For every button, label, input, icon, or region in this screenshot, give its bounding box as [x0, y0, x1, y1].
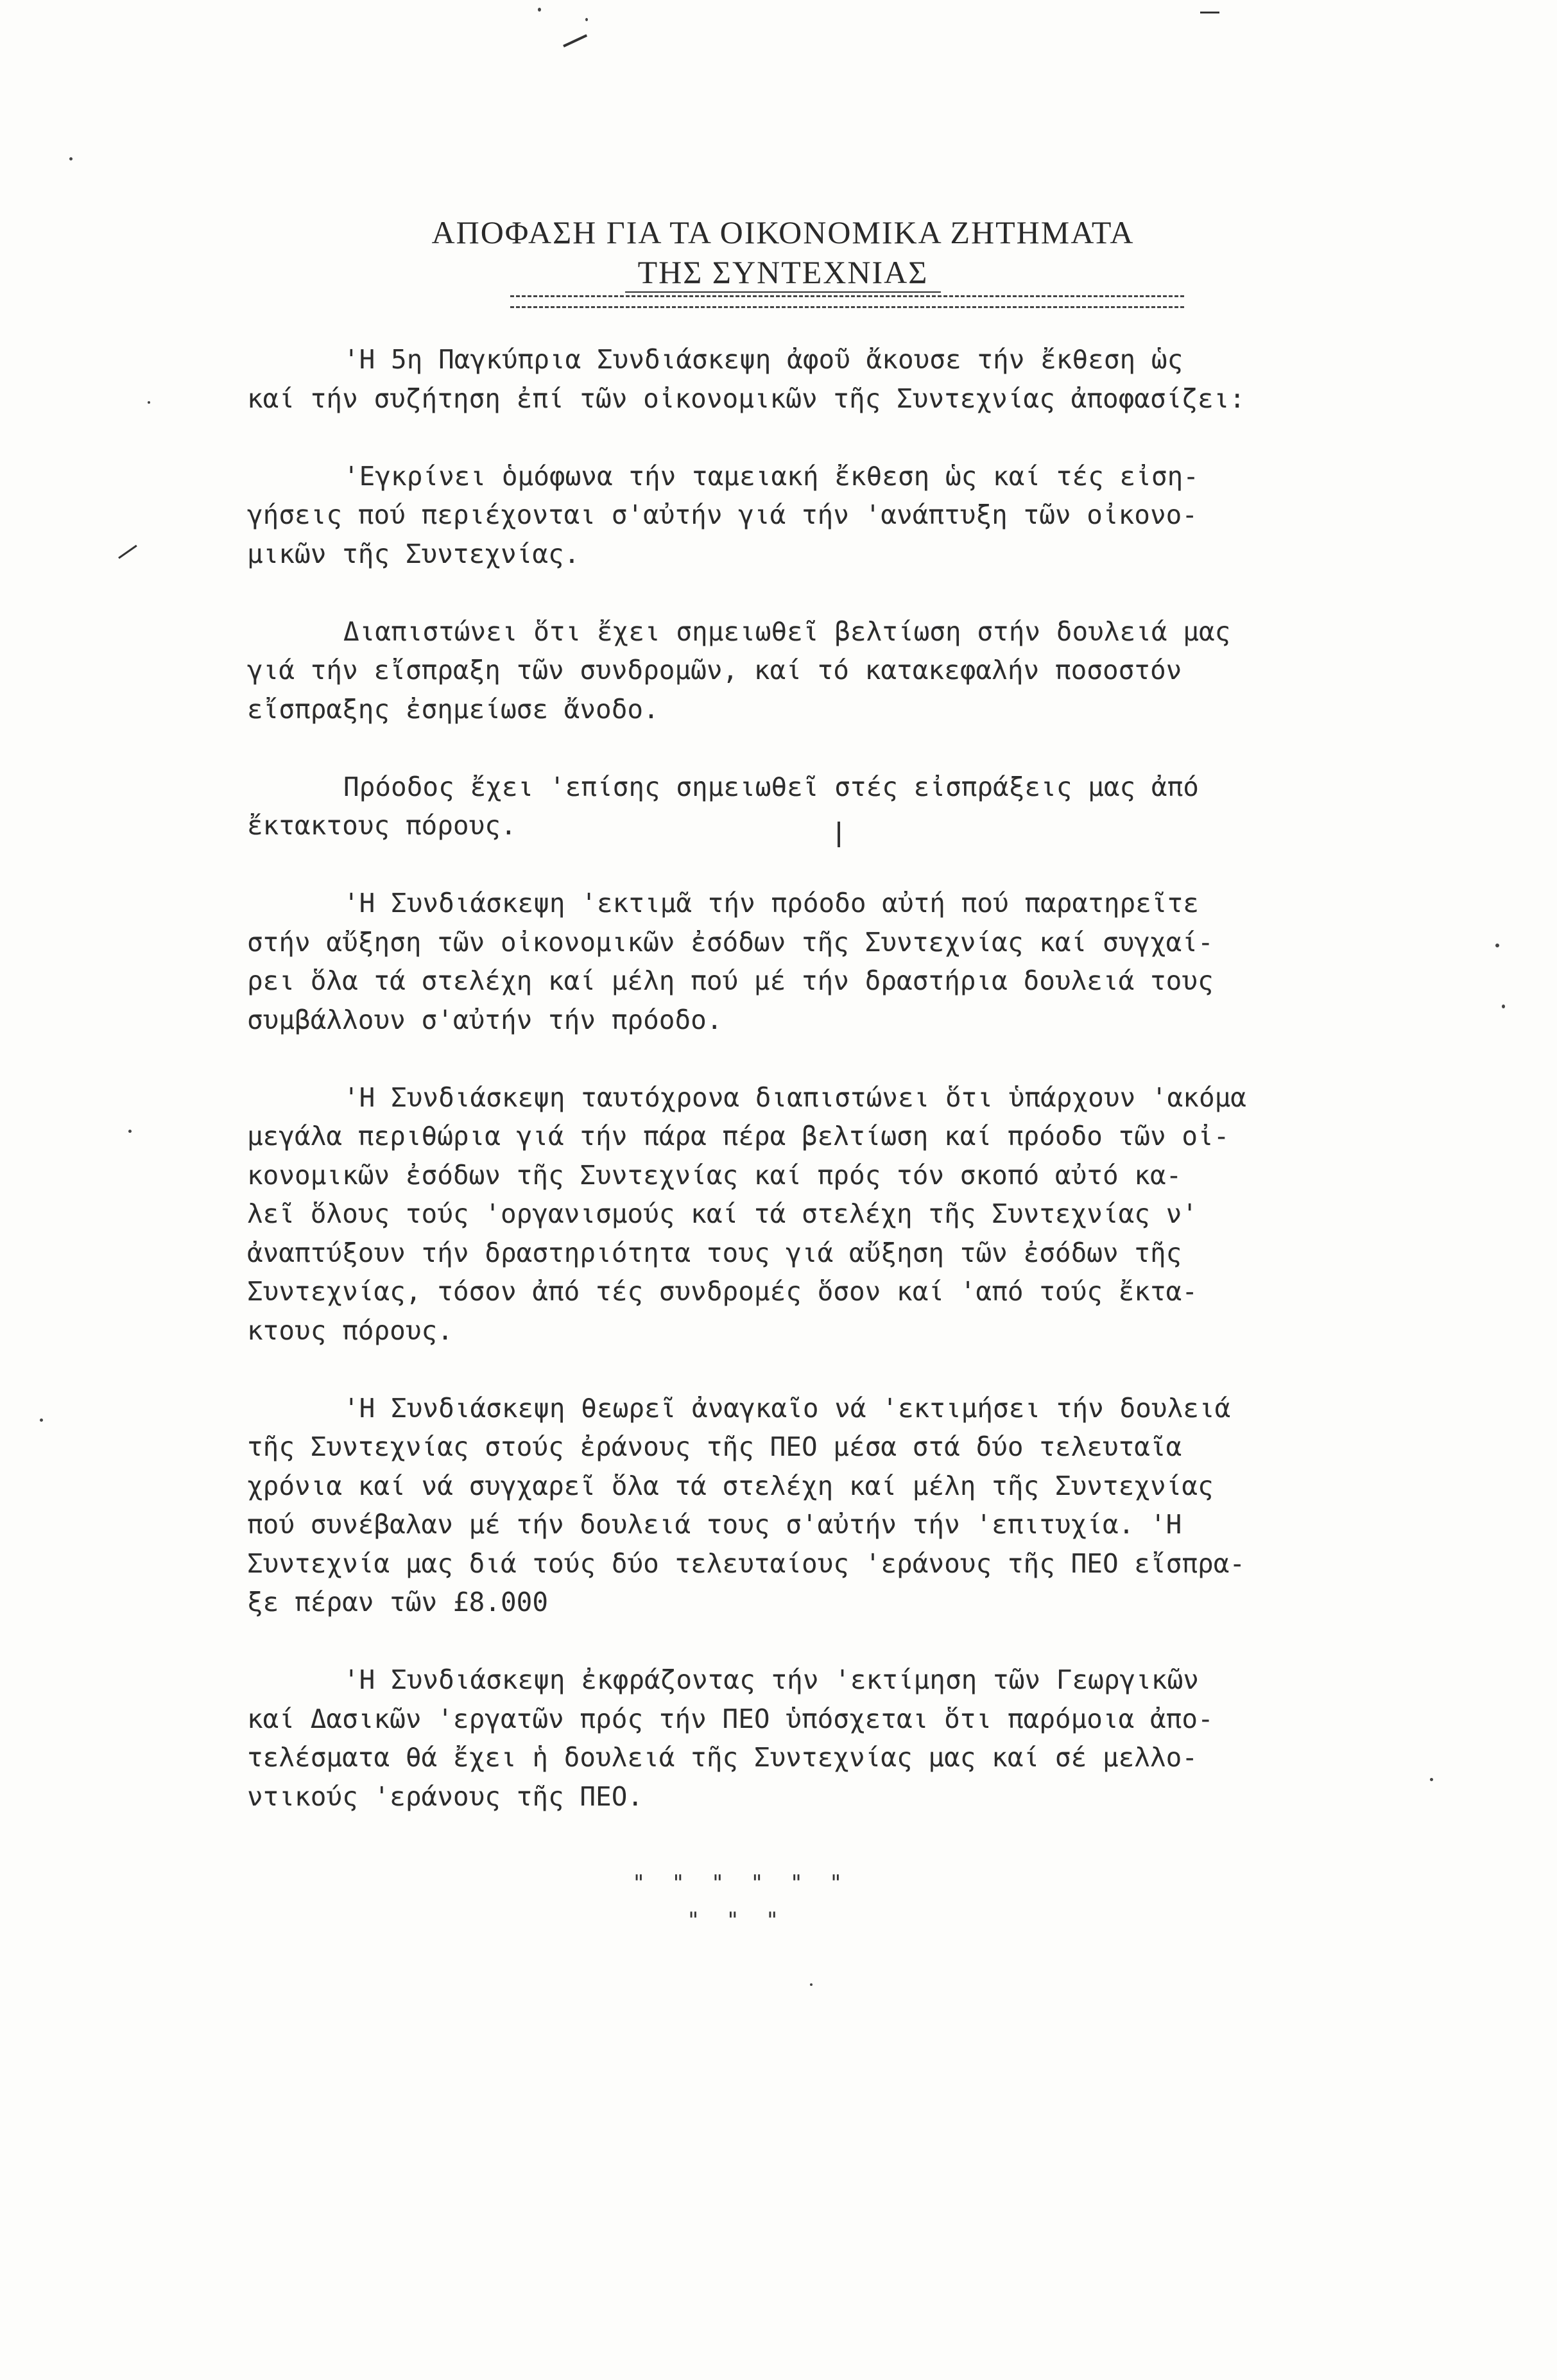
text-line: γήσεις πού περιέχονται σ'αὐτήν γιά τήν 'ανάπτυξη τῶν οἰκονο- — [247, 499, 1198, 530]
text-line: Συντεχνία μας διά τούς δύο τελευταίους 'εράνους τῆς ΠΕΟ εἴσπρα- — [247, 1548, 1246, 1579]
text-line: ἀναπτύξουν τήν δραστηριότητα τους γιά αὔξηση τῶν ἐσόδων τῆς — [247, 1237, 1182, 1268]
text-line: 'Η Συνδιάσκεψη 'εκτιμᾶ τήν πρόοδο αὐτή πού παρατηρεῖτε — [343, 888, 1199, 918]
paragraph-2 — [247, 457, 1467, 574]
text-line: καί τήν συζήτηση ἐπί τῶν οἰκονομικῶν τῆς Συντεχνίας ἀποφασίζει: — [247, 383, 1246, 414]
text-line: πού συνέβαλαν μέ τήν δουλειά τους σ'αὐτήν τήν 'επιτυχία. 'Η — [247, 1509, 1182, 1540]
paragraph-3 — [247, 612, 1467, 729]
text-line: γιά τήν εἴσπραξη τῶν συνδρομῶν, καί τό κατακεφαλήν ποσοστόν — [247, 655, 1182, 686]
scan-mark — [838, 822, 840, 847]
text-line: ντικούς 'εράνους τῆς ΠΕΟ. — [247, 1781, 644, 1812]
text-line: τῆς Συντεχνίας στούς ἐράνους τῆς ΠΕΟ μέσα στά δύο τελευταῖα — [247, 1431, 1182, 1462]
text-line: ἔκτακτους πόρους. — [247, 810, 517, 841]
scan-speck — [1495, 944, 1499, 947]
text-line: χρόνια καί νά συγχαρεῖ ὅλα τά στελέχη καί μέλη τῆς Συντεχνίας — [247, 1470, 1214, 1501]
paragraph-1 — [247, 340, 1467, 418]
scan-mark — [1200, 12, 1219, 13]
paragraph-7 — [247, 1389, 1467, 1622]
scan-speck — [810, 1983, 813, 1986]
text-line: 'Η Συνδιάσκεψη ταυτόχρονα διαπιστώνει ὅτι ὑπάρχουν 'ακόμα — [343, 1082, 1246, 1113]
text-line: συμβάλλουν σ'αὐτήν τήν πρόοδο. — [247, 1004, 723, 1035]
scan-mark — [563, 34, 587, 47]
scan-speck — [128, 1130, 132, 1133]
text-line: 'Η Συνδιάσκεψη ἐκφράζοντας τήν 'εκτίμηση τῶν Γεωργικῶν — [343, 1664, 1199, 1695]
title-line-2: ΤΗΣ ΣΥΝΤΕΧΝΙΑΣ — [625, 253, 942, 293]
text-line: λεῖ ὅλους τούς 'οργανισμούς καί τά στελέχη τῆς Συντεχνίας ν' — [247, 1198, 1198, 1229]
paragraph-4 — [247, 768, 1467, 845]
closing-marks-line-2: " " " — [687, 1908, 779, 1933]
closing-marks — [632, 1865, 1017, 1939]
scan-speck — [148, 401, 150, 404]
text-line: Διαπιστώνει ὅτι ἔχει σημειωθεῖ βελτίωση στήν δουλειά μας — [343, 616, 1231, 647]
scan-mark — [118, 545, 137, 559]
text-line: 'Εγκρίνει ὁμόφωνα τήν ταμειακή ἔκθεση ὡς καί τές εἰση- — [343, 460, 1199, 492]
paragraph-8 — [247, 1660, 1467, 1816]
paragraph-5 — [247, 884, 1467, 1039]
closing-marks-line-1: " " " " " " — [632, 1870, 843, 1896]
text-line: μικῶν τῆς Συντεχνίας. — [247, 538, 580, 569]
scan-speck — [40, 1419, 43, 1422]
document-title — [359, 212, 1207, 293]
title-line-1: ΑΠΟΦΑΣΗ ΓΙΑ ΤΑ ΟΙΚΟΝΟΜΙΚΑ ΖΗΤΗΜΑΤΑ — [431, 214, 1135, 250]
text-line: ρει ὅλα τά στελέχη καί μέλη πού μέ τήν δραστήρια δουλειά τους — [247, 965, 1214, 996]
text-line: στήν αὔξηση τῶν οἰκονομικῶν ἐσόδων τῆς Συντεχνίας καί συγχαί- — [247, 926, 1214, 958]
scan-speck — [538, 8, 541, 12]
paragraph-6 — [247, 1078, 1467, 1350]
text-line: Συντεχνίας, τόσον ἀπό τές συνδρομές ὅσον καί 'από τούς ἔκτα- — [247, 1276, 1198, 1307]
text-line: εἴσπραξης ἐσημείωσε ἄνοδο. — [247, 693, 659, 725]
text-line: καί Δασικῶν 'εργατῶν πρός τήν ΠΕΟ ὑπόσχεται ὅτι παρόμοια ἀπο- — [247, 1703, 1214, 1734]
text-line: κτους πόρους. — [247, 1315, 453, 1346]
scan-speck — [585, 18, 588, 21]
title-double-underline — [510, 295, 1184, 308]
scan-speck — [1502, 1005, 1505, 1008]
text-line: τελέσματα θά ἔχει ἡ δουλειά τῆς Συντεχνίας μας καί σέ μελλο- — [247, 1742, 1198, 1773]
scan-speck — [1430, 1778, 1433, 1781]
document-body — [247, 340, 1467, 1855]
text-line: μεγάλα περιθώρια γιά τήν πάρα πέρα βελτίωση καί πρόοδο τῶν οἰ- — [247, 1121, 1230, 1151]
text-line: Πρόοδος ἔχει 'επίσης σημειωθεῖ στές εἰσπράξεις μας ἀπό — [343, 771, 1199, 802]
text-line: 'Η 5η Παγκύπρια Συνδιάσκεψη ἀφοῦ ἄκουσε τήν ἔκθεση ὡς — [343, 344, 1183, 375]
scan-speck — [69, 157, 73, 160]
text-line: κονομικῶν ἐσόδων τῆς Συντεχνίας καί πρός τόν σκοπό αὐτό κα- — [247, 1159, 1182, 1191]
text-line: ξε πέραν τῶν £8.000 — [247, 1587, 548, 1617]
text-line: 'Η Συνδιάσκεψη θεωρεῖ ἀναγκαῖο νά 'εκτιμήσει τήν δουλειά — [343, 1392, 1231, 1424]
